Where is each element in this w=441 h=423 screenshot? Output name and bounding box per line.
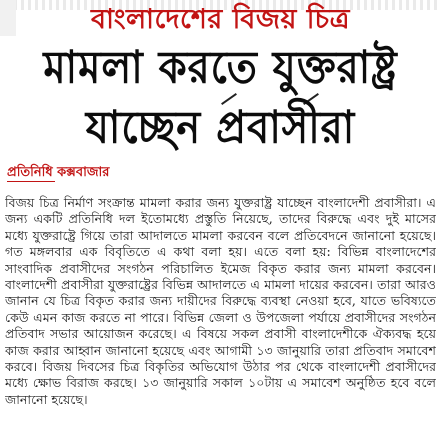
byline-underline — [7, 181, 55, 182]
byline: প্রতিনিধি কক্সবাজার — [7, 165, 110, 180]
article-kicker: বাংলাদেশের বিজয় চিত্র — [91, 4, 350, 35]
headline-line-1: মামলা করতে যুক্তরাষ্ট্র — [43, 41, 398, 94]
headline-line-2: যাচ্ছেন প্রবাসীরা — [85, 101, 356, 154]
article-body: বিজয় চিত্র নির্মাণ সংক্রান্ত মামলা করার জন্য যুক্তরাষ্ট্র যাচ্ছেন বাংলাদেশী প্রবাসীরা। এ জন্য একটি প্রতিনিধি দল ইতোমধ্যে প্রস্তুতি নিয়েছে, তাদের বিরুদ্ধে এবং দুই মাসের মধ্যে যুক্তরাষ্ট্রে গিয়ে তারা আদালতে মামলা করবেন বলে প্রতিবেদনে জানানো হয়েছে। গত মঙ্গলবার এক বিবৃতিতে এ কথা বলা হয়। এতে বলা হয়: বিভিন্ন বাংলাদেশের সাংবাদিক প্রবাসীদের সংগঠন পরিচালিত ইমেজ বিকৃত করার জন্য মামলা করবেন। বাংলাদেশী প্রবাসীরা যুক্তরাষ্ট্রের বিভিন্ন আদালতে এ মামলা দায়ের করবেন। তারা আরও জানান যে চিত্র বিকৃত করার জন্য দায়ীদের বিরুদ্ধে ব্যবস্থা নেওয়া হবে, যাতে ভবিষ্যতে কেউ এমন কাজ করতে না পারে। বিভিন্ন জেলা ও উপজেলা পর্যায়ে প্রবাসীদের সংগঠন প্রতিবাদ সভার আয়োজন করেছে। এ বিষয়ে সকল প্রবাসী বাংলাদেশীকে ঐক্যবদ্ধ হয়ে কাজ করার আহ্বান জানানো হয়েছে এবং আগামী ১৩ জানুয়ারি তারা প্রতিবাদ সমাবেশ করবে। বিজয় দিবসের চিত্র বিকৃতির অভিযোগ উঠার পর থেকে বাংলাদেশী প্রবাসীদের মধ্যে ক্ষোভ বিরাজ করছে। ১৩ জানুয়ারি সকাল ১০টায় এ সমাবেশ অনুষ্ঠিত হবে বলে জানানো হয়েছে। — [5, 195, 436, 407]
